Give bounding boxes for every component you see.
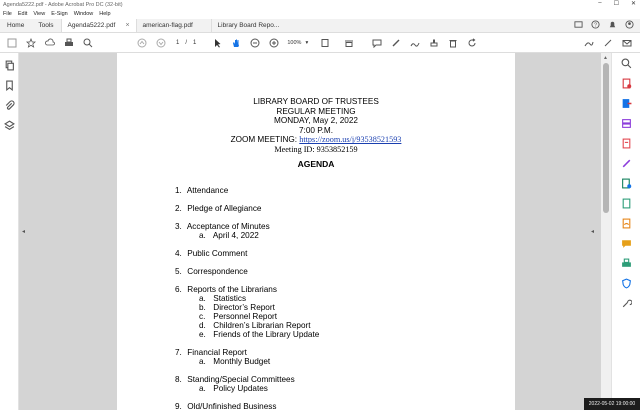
rotate-icon[interactable] [465,36,479,50]
edit-pdf-icon[interactable] [621,138,632,149]
tab-document-american-flag[interactable] [136,19,211,32]
left-navigation-pane [0,53,19,410]
page-thumbnails-icon[interactable] [4,60,15,71]
meeting-id: Meeting ID: 9353852159 [274,144,358,154]
menu-help[interactable]: Help [99,11,111,17]
find-icon[interactable] [81,36,95,50]
tab-bar [0,19,640,33]
agenda-item: 3. Acceptance of Minutes [175,222,270,231]
agenda-item: 9. Old/Unfinished Business [175,402,277,410]
tab-home[interactable]: Home [7,22,25,29]
menu-window[interactable]: Window [73,11,94,17]
tab-document-agenda[interactable] [61,19,136,32]
agenda-subitem: d. Children’s Librarian Report [199,321,311,330]
print-icon[interactable] [62,36,76,50]
menu-edit[interactable]: Edit [17,11,28,17]
next-page-icon[interactable] [154,36,168,50]
agenda-item: 2. Pledge of Allegiance [175,204,262,213]
page-separator: / [185,39,188,46]
agenda-heading: AGENDA [297,159,335,169]
organize-pages-icon[interactable] [621,118,632,129]
close-tab-icon[interactable]: × [125,22,130,29]
page-display-icon[interactable] [342,36,356,50]
attachments-icon[interactable] [4,100,15,111]
agenda-subitem: c. Personnel Report [199,312,277,321]
agenda-subitem: a. Statistics [199,294,247,303]
account-icon[interactable] [625,20,634,31]
window-controls [598,0,636,7]
agenda-subitem: a. April 4, 2022 [199,231,259,240]
comment-icon[interactable] [370,36,384,50]
window-title: Agenda5222.pdf - Adobe Acrobat Pro DC (32-bit) [3,1,123,8]
select-cursor-icon[interactable] [210,36,224,50]
toolbar [0,33,640,53]
scroll-up-icon[interactable]: ▲ [603,55,608,61]
delete-icon[interactable] [446,36,460,50]
search-tool-icon[interactable] [621,58,632,69]
fill-sign-icon[interactable] [582,36,596,50]
page-number-input[interactable]: 1 [176,39,180,46]
menu-view[interactable]: View [33,11,46,17]
agenda-item: 1. Attendance [175,186,229,195]
draw-icon[interactable] [601,36,615,50]
document-header [117,97,515,155]
bookmark-star-icon[interactable] [24,36,38,50]
export-pdf-icon[interactable] [621,98,632,109]
more-tools-icon[interactable] [621,298,632,309]
agenda-item: 6. Reports of the Librarians [175,285,277,294]
compress-pdf-icon[interactable] [621,198,632,209]
fill-and-sign-icon[interactable] [621,218,632,229]
zoom-in-icon[interactable] [267,36,281,50]
notification-bell-icon[interactable] [608,20,617,31]
agenda-subitem: e. Friends of the Library Update [199,330,320,339]
create-pdf-icon[interactable] [621,78,632,89]
taskbar-clock: 2022-05-02 19:00:00 [584,398,640,410]
title-bar [0,0,640,9]
pdf-page [117,53,515,410]
agenda-item: 7. Financial Report [175,348,247,357]
maximize-button[interactable]: ☐ [613,1,619,7]
menu-esign[interactable]: E-Sign [51,11,68,17]
stamp-icon[interactable] [427,36,441,50]
tab-document-library-board[interactable] [211,19,286,32]
header-line: MONDAY, May 2, 2022 [274,116,358,126]
protect-icon[interactable] [621,278,632,289]
tab-tools[interactable]: Tools [38,22,54,29]
menu-file[interactable]: File [3,11,12,17]
agenda-subitem: b. Director’s Report [199,303,275,312]
vertical-scrollbar[interactable] [601,53,611,410]
zoom-meeting-label: ZOOM MEETING: [230,135,300,145]
menu-bar [0,9,640,19]
zoom-meeting-line [117,135,515,145]
print-production-icon[interactable] [621,258,632,269]
tab-label: Library Board Repo... [217,22,280,29]
header-line: REGULAR MEETING [276,106,356,116]
agenda-item: 4. Public Comment [175,249,248,258]
agenda-subitem: a. Policy Updates [199,384,268,393]
expand-right-pane-icon[interactable]: ◂ [591,229,595,235]
agenda-item: 8. Standing/Special Committees [175,375,295,384]
scan-ocr-icon[interactable] [621,178,632,189]
sign-icon[interactable] [408,36,422,50]
agenda-item: 5. Correspondence [175,267,248,276]
share-screen-icon[interactable] [574,20,583,31]
request-signatures-icon[interactable] [621,238,632,249]
agenda-subitem: a. Monthly Budget [199,357,271,366]
zoom-level-value: 100% [287,39,302,46]
hand-tool-icon[interactable] [229,36,243,50]
tabbar-right-icons [574,19,640,32]
help-icon[interactable] [591,20,600,31]
layers-icon[interactable] [4,120,15,131]
previous-page-icon[interactable] [135,36,149,50]
bookmarks-icon[interactable] [4,80,15,91]
highlight-pen-icon[interactable] [389,36,403,50]
tab-label: Agenda5222.pdf [67,22,116,29]
page-fit-icon[interactable] [318,36,332,50]
svg-text:?: ? [594,22,598,29]
page-total: 1 [193,39,197,46]
right-tools-pane [611,53,640,410]
close-window-button[interactable]: ✕ [630,1,636,7]
page-indicator [176,40,196,46]
zoom-meeting-link[interactable]: https://zoom.us/j/93538521593 [299,135,402,145]
header-line: 7:00 P.M. [299,125,333,135]
header-line: LIBRARY BOARD OF TRUSTEES [253,97,379,106]
save-icon[interactable] [5,36,19,50]
upload-cloud-icon[interactable] [43,36,57,50]
scrollbar-thumb[interactable] [603,63,609,213]
email-icon[interactable] [620,36,634,50]
chevron-down-icon: ▾ [305,39,309,46]
zoom-out-icon[interactable] [248,36,262,50]
zoom-level-dropdown[interactable] [287,40,308,46]
collapse-left-pane-icon[interactable]: ◂ [22,229,26,235]
tab-label: american-flag.pdf [142,22,193,29]
minimize-button[interactable]: – [598,0,602,6]
comment-tool-icon[interactable] [621,158,632,169]
